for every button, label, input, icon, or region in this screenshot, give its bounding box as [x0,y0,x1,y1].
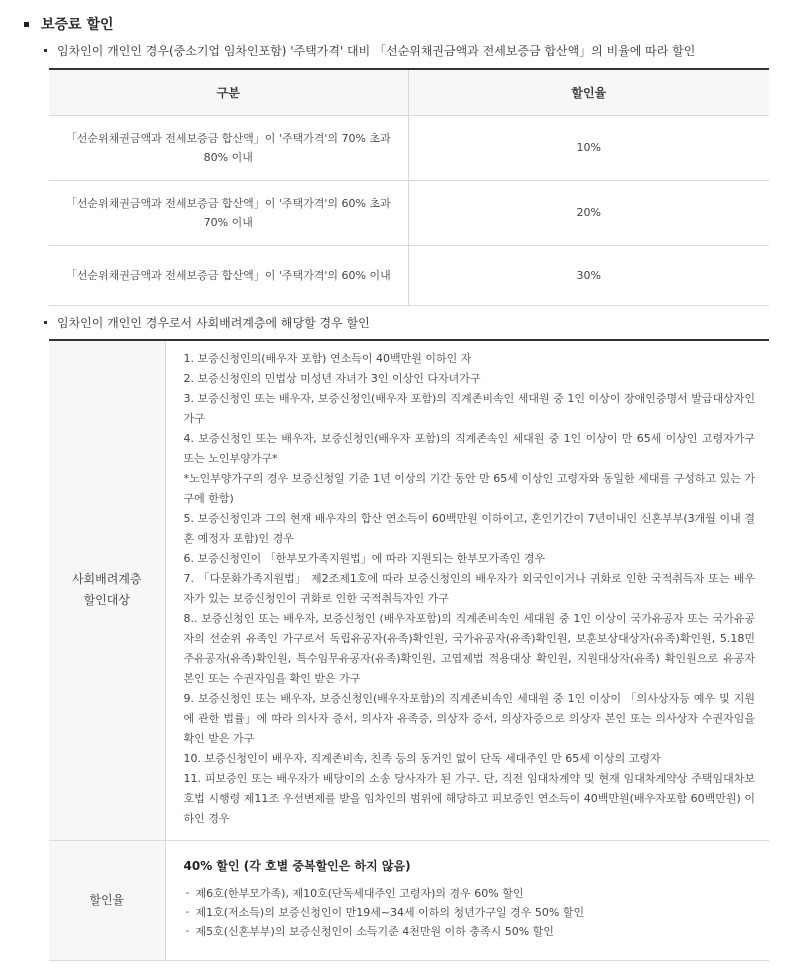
target-row [49,340,769,840]
list-item: 1. 보증신청인의(배우자 포함) 연소득이 40백만원 이하인 자 [183,352,472,365]
row-rate: 30% [408,245,769,305]
rate-row [49,840,769,960]
table-row [49,245,769,305]
list-item: 3. 보증신청인 또는 배우자, 보증신청인(배우자 포함)의 직계존비속인 세대원 중 1인 이상이 장애인증명서 발급대상자인 가구 [183,392,755,425]
row-label: 「선순위채권금액과 전세보증금 합산액」이 '주택가격'의 60% 이내 [49,245,408,305]
header-category: 구분 [49,69,408,115]
row-label: 「선순위채권금액과 전세보증금 합산액」이 '주택가격'의 60% 초과 70% 이내 [49,180,408,245]
table-header-row [49,69,769,115]
row-rate: 20% [408,180,769,245]
bullet-icon [24,22,29,27]
row-rate: 10% [408,115,769,180]
list-item: 11. 피보증인 또는 배우자가 배당이의 소송 당사자가 된 가구. 단, 직전 임대차계약 및 현재 임대차계약상 주택임대차보호법 시행령 제11조 우선변제를 받을 임차인의 범위에 해당하고 피보증인 연소득이 40백만원(배우자포함 60백만원) 이하인 경우 [183,772,755,825]
list-item: 8.. 보증신청인 또는 배우자, 보증신청인 (배우자포함)의 직계존비속인 세대원 중 1인 이상이 국가유공자 또는 국가유공자의 선순위 유족인 가구로서 독립유공자(유족)확인원, 국가유공자(유족)확인원, 보훈보상대상자(유족)확인원, 5.18민주유공자(유족)확인원, 특수임무유공자(유족)확인원, 고엽제법 적용대상 확인원, 지원대상자(유족) 확인원으로 유공자 본인 또는 수권자임을 확인 받은 가구 [183,612,755,685]
section-title [24,14,114,34]
list-item: 9. 보증신청인 또는 배우자, 보증신청인(배우자포함)의 직계존비속인 세대원 중 1인 이상이 「의사상자등 예우 및 지원에 관한 법률」에 따라 의사자 증서, 의사자 유족증, 의상자 증서, 의상자증으로 의상자 본인 또는 의사상자 수권자임을 확인 받은 가구 [183,692,755,745]
target-label: 사회배려계층 할인대상 [71,572,142,608]
subtitle-ratio-discount [44,42,695,59]
list-item: 4. 보증신청인 또는 배우자, 보증신청인(배우자 포함)의 직계존속인 세대원 중 1인 이상이 만 65세 이상인 고령자가구 또는 노인부양가구* [183,432,755,465]
rate-cell [165,840,769,960]
list-item: *노인부양가구의 경우 보증신청일 기준 1년 이상의 기간 동안 만 65세 이상인 고령자와 동일한 세대를 구성하고 있는 가구에 한함) [183,472,755,505]
rate-title: 40% 할인 (각 호별 중복할인은 하지 않음) [183,858,411,873]
social-discount-table [49,339,769,961]
list-item: 5. 보증신청인과 그의 현재 배우자의 합산 연소득이 60백만원 이하이고, 혼인기간이 7년이내인 신혼부부(3개월 이내 결혼 예정자 포함)인 경우 [183,512,755,545]
row-label: 「선순위채권금액과 전세보증금 합산액」이 '주택가격'의 70% 초과 80% 이내 [49,115,408,180]
rate-list [184,884,756,941]
list-item: 7. 「다문화가족지원법」 제2조제1호에 따라 보증신청인의 배우자가 외국인이거나 귀화로 인한 국적취득자 또는 배우자가 있는 보증신청인이 귀화로 인한 국적취득자인 가구 [183,572,755,605]
list-item: 2. 보증신청인의 민법상 미성년 자녀가 3인 이상인 다자녀가구 [183,372,481,385]
table-row [49,180,769,245]
subtitle-social-text: 임차인이 개인인 경우로서 사회배려계층에 해당할 경우 할인 [57,316,370,330]
conditions-list [184,349,756,829]
list-item: - 제6호(한부모가족), 제10호(단독세대주인 고령자)의 경우 60% 할인 [184,884,756,903]
dot-icon [44,49,47,52]
rate-label: 할인율 [49,840,165,960]
list-item: - 제5호(신혼부부)의 보증신청인이 소득기준 4천만원 이하 충족시 50% 할인 [184,922,756,941]
subtitle-ratio-text: 임차인이 개인인 경우(중소기업 임차인포함) '주택가격' 대비 「선순위채권금액과 전세보증금 합산액」의 비율에 따라 할인 [57,44,696,58]
section-title-text: 보증료 할인 [41,17,114,33]
list-item: - 제1호(저소득)의 보증신청인이 만19세~34세 이하의 청년가구일 경우 50% 할인 [184,903,756,922]
subtitle-social-discount [44,314,370,331]
conditions-cell [165,340,769,840]
ratio-discount-table [49,68,769,306]
list-item: 10. 보증신청인이 배우자, 직계존비속, 친족 등의 동거인 없이 단독 세대주인 만 65세 이상의 고령자 [183,752,661,765]
dot-icon [44,321,47,324]
list-item: 6. 보증신청인이 「한부모가족지원법」에 따라 지원되는 한부모가족인 경우 [183,552,546,565]
header-discount-rate: 할인율 [408,69,769,115]
table-row [49,115,769,180]
